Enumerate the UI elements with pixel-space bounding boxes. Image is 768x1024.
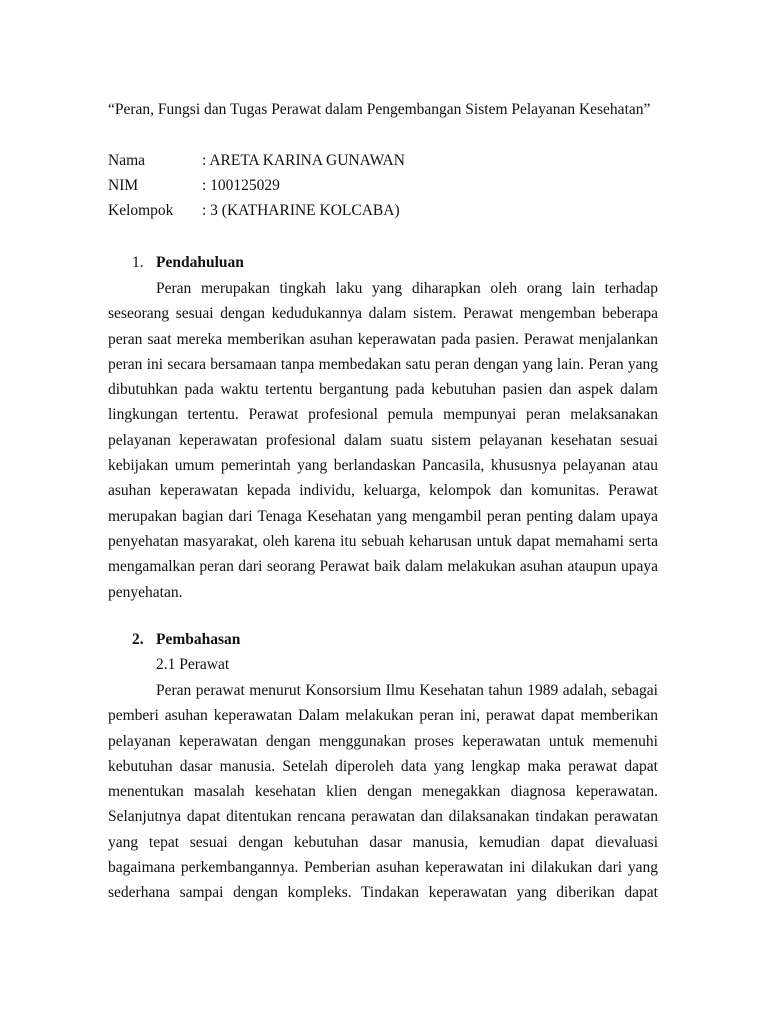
info-value: : ARETA KARINA GUNAWAN bbox=[202, 152, 405, 169]
paragraph-pendahuluan: Peran merupakan tingkah laku yang diharapkan oleh orang lain terhadap seseorang sesuai dengan kedudukannya dalam sistem. Perawat mengemban beberapa peran saat mereka memberikan asuhan keperawatan pada pasien. Perawat menjalankan peran ini secara bersamaan tanpa membedakan satu peran dengan yang lain. Peran yang dibutuhkan pada waktu tertentu bergantung pada kebutuhan pasien dan aspek dalam lingkungan tertentu. Perawat profesional pemula mempunyai peran melaksanakan pelayanan keperawatan profesional dalam suatu sistem pelayanan kesehatan sesuai kebijakan umum pemerintah yang berlandaskan Pancasila, khususnya pelayanan atau asuhan keperawatan kepada individu, keluarga, kelompok dan komunitas. Perawat merupakan bagian dari Tenaga Kesehatan yang mengambil peran penting dalam upaya penyehatan masyarakat, oleh karena itu sebuah keharusan untuk dapat memahami serta mengamalkan peran dari seorang Perawat baik dalam melakukan asuhan ataupun upaya penyehatan. bbox=[108, 280, 658, 601]
info-row-nim bbox=[108, 176, 280, 196]
paragraph-perawat: Peran perawat menurut Konsorsium Ilmu Kesehatan tahun 1989 adalah, sebagai pemberi asuhan keperawatan Dalam melakukan peran ini, perawat dapat memberikan pelayanan keperawatan dengan menggunakan proses keperawatan untuk memenuhi kebutuhan dasar manusia. Setelah diperoleh data yang lengkap maka perawat dapat menentukan masalah kesehatan klien dengan menegakkan diagnosa keperawatan. Selanjutnya dapat ditentukan rencana perawatan dan dilaksanakan tindakan perawatan yang tepat sesuai dengan kebutuhan dasar manusia, kemudian dapat dievaluasi bagaimana perkembangannya. Pemberian asuhan keperawatan ini dilakukan dari yang sederhana sampai dengan kompleks. Tindakan keperawatan yang diberikan dapat bbox=[108, 682, 658, 902]
info-value: : 100125029 bbox=[202, 177, 280, 194]
info-label: Nama bbox=[108, 152, 146, 169]
section-title: Pembahasan bbox=[156, 631, 241, 648]
info-label: NIM bbox=[108, 177, 139, 194]
subsection-heading-perawat: 2.1 Perawat bbox=[156, 656, 230, 673]
section-number: 1. bbox=[132, 254, 144, 271]
info-value: : 3 (KATHARINE KOLCABA) bbox=[202, 202, 400, 219]
document-title: “Peran, Fungsi dan Tugas Perawat dalam Pengembangan Sistem Pelayanan Kesehatan” bbox=[108, 101, 651, 118]
info-row-nama bbox=[108, 151, 405, 171]
info-label: Kelompok bbox=[108, 202, 174, 219]
section-title: Pendahuluan bbox=[156, 254, 244, 271]
section-number: 2. bbox=[132, 631, 144, 648]
info-row-kelompok bbox=[108, 201, 400, 221]
